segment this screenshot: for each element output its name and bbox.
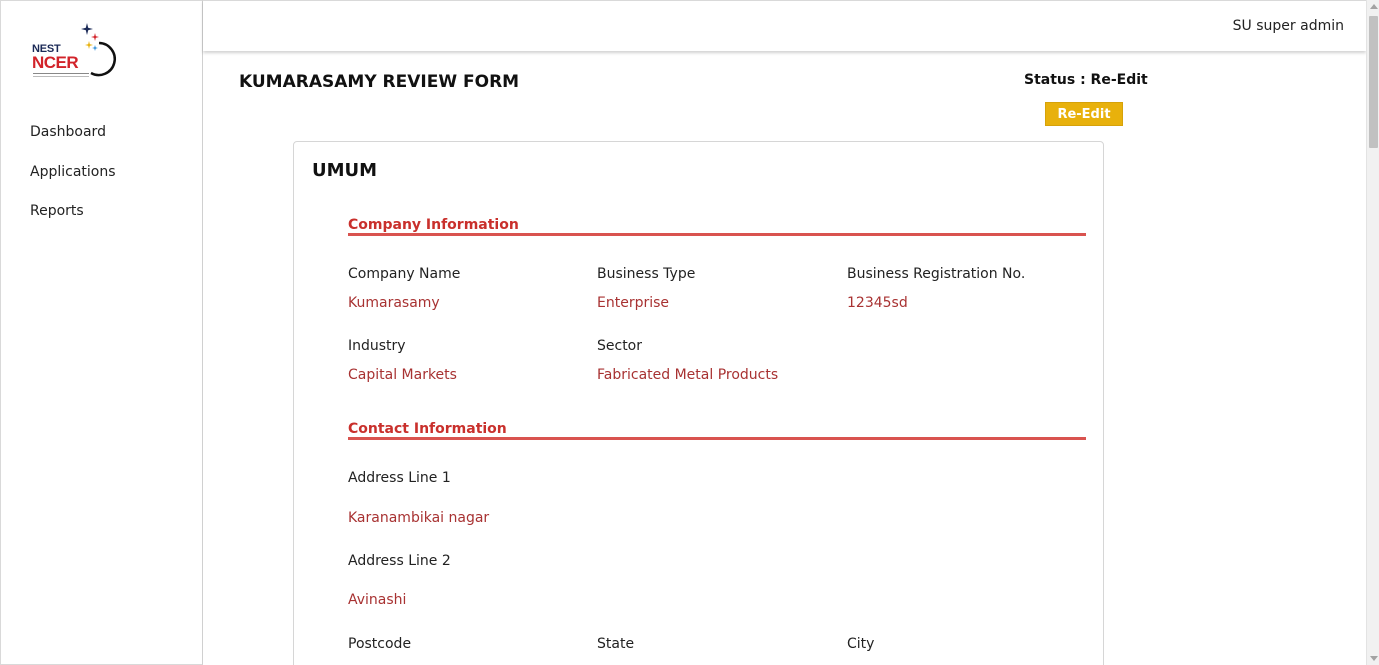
card-title: UMUM: [312, 160, 378, 181]
sidebar-item-dashboard[interactable]: Dashboard: [30, 124, 106, 140]
section-title-contact: Contact Information: [348, 421, 507, 437]
logo-text-ncer: NCER: [32, 53, 79, 72]
sidebar-nav: [30, 122, 116, 241]
sidebar: [0, 0, 203, 665]
industry-label: Industry: [348, 338, 406, 354]
company-name-value: Kumarasamy: [348, 295, 440, 311]
sidebar-item-reports[interactable]: Reports: [30, 203, 84, 219]
address-line-2-label: Address Line 2: [348, 553, 451, 569]
address-line-2-value: Avinashi: [348, 592, 407, 608]
re-edit-button[interactable]: Re-Edit: [1045, 102, 1123, 126]
top-bar: [203, 0, 1366, 51]
company-information-header: [348, 214, 1086, 236]
business-type-value: Enterprise: [597, 295, 670, 311]
sector-value: Fabricated Metal Products: [597, 367, 779, 383]
vertical-scrollbar[interactable]: [1366, 0, 1379, 665]
logo-text-nest: NEST: [32, 43, 61, 55]
status-label: Status : Re-Edit: [1024, 72, 1148, 88]
state-label: State: [597, 636, 635, 652]
address-line-1-label: Address Line 1: [348, 470, 451, 486]
section-title-company: Company Information: [348, 217, 519, 233]
company-name-label: Company Name: [348, 266, 461, 282]
business-registration-value: 12345sd: [847, 295, 908, 311]
logo-underline: [33, 73, 89, 77]
user-menu[interactable]: SU super admin: [1232, 18, 1344, 34]
business-registration-label: Business Registration No.: [847, 266, 1026, 282]
business-type-label: Business Type: [597, 266, 696, 282]
scroll-thumb[interactable]: [1369, 16, 1378, 148]
contact-information-header: [348, 418, 1086, 440]
sector-label: Sector: [597, 338, 643, 354]
nest-ncer-logo[interactable]: [29, 21, 119, 81]
address-line-1-value: Karanambikai nagar: [348, 510, 490, 526]
scroll-up-icon[interactable]: [1370, 4, 1378, 9]
postcode-label: Postcode: [348, 636, 412, 652]
sidebar-item-applications[interactable]: Applications: [30, 163, 116, 180]
review-form-card: [293, 141, 1104, 665]
industry-value: Capital Markets: [348, 367, 457, 383]
scroll-down-icon[interactable]: [1370, 656, 1378, 661]
city-label: City: [847, 636, 875, 652]
page-title: KUMARASAMY REVIEW FORM: [239, 72, 520, 92]
